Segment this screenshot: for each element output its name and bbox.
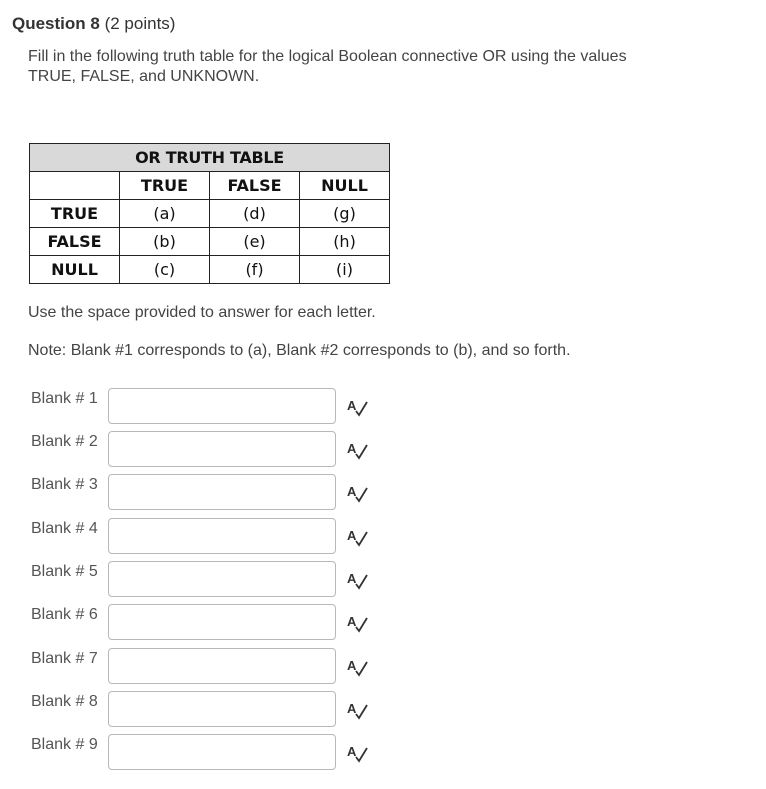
or-truth-table [29, 143, 390, 284]
row-header: FALSE [30, 228, 120, 256]
question-prompt: Fill in the following truth table for the logical Boolean connective OR using the values TRUE, FALSE, and UNKNOWN. [28, 48, 627, 85]
blank-input-9[interactable] [108, 734, 336, 770]
blank-label: Blank # 8 [31, 693, 98, 710]
svg-text:A: A [347, 441, 357, 456]
column-header: NULL [300, 172, 390, 200]
spell-check-icon[interactable] [346, 569, 368, 591]
spell-check-icon[interactable] [346, 439, 368, 461]
svg-text:A: A [347, 398, 357, 413]
table-cell: (f) [210, 256, 300, 284]
column-header: TRUE [120, 172, 210, 200]
blank-input-6[interactable] [108, 604, 336, 640]
svg-text:A: A [347, 528, 357, 543]
blank-label: Blank # 7 [31, 650, 98, 667]
blank-row-8 [0, 691, 766, 731]
table-cell: (d) [210, 200, 300, 228]
question-title: Question 8 [12, 14, 100, 33]
question-points: (2 points) [104, 14, 176, 33]
blank-row-7 [0, 648, 766, 688]
blank-row-6 [0, 604, 766, 644]
blank-row-1 [0, 388, 766, 428]
blank-label: Blank # 9 [31, 736, 98, 753]
spell-check-icon[interactable] [346, 699, 368, 721]
column-header: FALSE [210, 172, 300, 200]
blank-label: Blank # 3 [31, 476, 98, 493]
table-caption: OR TRUTH TABLE [30, 144, 390, 172]
table-cell: (b) [120, 228, 210, 256]
svg-text:A: A [347, 658, 357, 673]
svg-text:A: A [347, 701, 357, 716]
blank-input-4[interactable] [108, 518, 336, 554]
blank-label: Blank # 6 [31, 606, 98, 623]
spell-check-icon[interactable] [346, 656, 368, 678]
table-cell: (c) [120, 256, 210, 284]
table-cell: (i) [300, 256, 390, 284]
blank-label: Blank # 1 [31, 390, 98, 407]
table-cell: (h) [300, 228, 390, 256]
blank-input-5[interactable] [108, 561, 336, 597]
blank-input-1[interactable] [108, 388, 336, 424]
spell-check-icon[interactable] [346, 482, 368, 504]
table-cell: (e) [210, 228, 300, 256]
blank-input-7[interactable] [108, 648, 336, 684]
blank-label: Blank # 4 [31, 520, 98, 537]
row-header: TRUE [30, 200, 120, 228]
blank-row-2 [0, 431, 766, 471]
table-cell: (a) [120, 200, 210, 228]
instructions-text: Use the space provided to answer for each letter. [28, 304, 376, 321]
table-corner-cell [30, 172, 120, 200]
svg-text:A: A [347, 614, 357, 629]
spell-check-icon[interactable] [346, 612, 368, 634]
blank-input-3[interactable] [108, 474, 336, 510]
blank-row-9 [0, 734, 766, 774]
svg-text:A: A [347, 744, 357, 759]
question-header [12, 14, 175, 34]
table-cell: (g) [300, 200, 390, 228]
blank-label: Blank # 2 [31, 433, 98, 450]
blank-input-8[interactable] [108, 691, 336, 727]
svg-text:A: A [347, 484, 357, 499]
svg-text:A: A [347, 571, 357, 586]
blank-row-4 [0, 518, 766, 558]
blank-label: Blank # 5 [31, 563, 98, 580]
row-header: NULL [30, 256, 120, 284]
spell-check-icon[interactable] [346, 396, 368, 418]
spell-check-icon[interactable] [346, 742, 368, 764]
spell-check-icon[interactable] [346, 526, 368, 548]
blank-input-2[interactable] [108, 431, 336, 467]
blank-row-5 [0, 561, 766, 601]
blank-row-3 [0, 474, 766, 514]
note-text: Note: Blank #1 corresponds to (a), Blank #2 corresponds to (b), and so forth. [28, 342, 571, 359]
